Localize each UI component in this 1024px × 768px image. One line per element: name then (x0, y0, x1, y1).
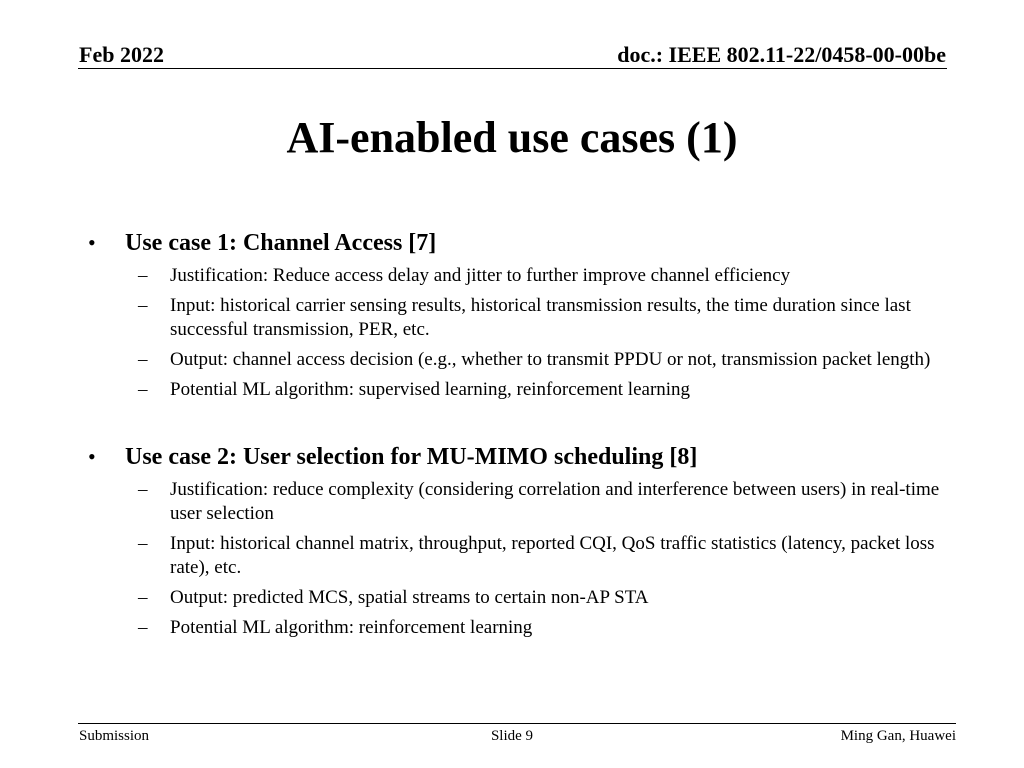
sub-list-use-case-1 (88, 264, 948, 402)
footer-divider (78, 723, 956, 724)
dash-icon: – (138, 265, 148, 286)
dash-icon: – (138, 479, 148, 500)
dash-icon: – (138, 295, 148, 316)
sub-item-text: Justification: Reduce access delay and jitter to further improve channel efficiency (170, 265, 791, 286)
header-divider (78, 68, 947, 69)
sub-item-text: Output: predicted MCS, spatial streams to certain non-AP STA (170, 587, 649, 608)
sub-item-text: Output: channel access decision (e.g., whether to transmit PPDU or not, transmission packet length) (170, 349, 931, 370)
dash-icon: – (138, 349, 148, 370)
sub-item-text: Potential ML algorithm: reinforcement learning (170, 617, 533, 638)
sub-item-text: Justification: reduce complexity (considering correlation and interference between users) in real-time user selection (170, 479, 940, 524)
sub-item (88, 616, 948, 640)
sub-item-text: Input: historical carrier sensing results, historical transmission results, the time duration since last successful transmission, PER, etc. (170, 295, 911, 340)
header-doc-id: doc.: IEEE 802.11-22/0458-00-00be (617, 42, 946, 67)
footer-submission: Submission (79, 728, 150, 744)
bullet-use-case-2 (88, 442, 948, 472)
sub-item (88, 478, 948, 526)
bullet-icon: • (88, 444, 96, 469)
bullet-use-case-1 (88, 228, 948, 258)
sub-item (88, 294, 948, 342)
sub-item (88, 378, 948, 402)
dash-icon: – (138, 533, 148, 554)
sub-item (88, 348, 948, 372)
sub-item (88, 532, 948, 580)
dash-icon: – (138, 587, 148, 608)
sub-item-text: Potential ML algorithm: supervised learning, reinforcement learning (170, 379, 691, 400)
sub-list-use-case-2 (88, 478, 948, 640)
footer-author: Ming Gan, Huawei (840, 728, 956, 744)
bullet-heading: Use case 1: Channel Access [7] (125, 230, 437, 256)
slide-content (88, 228, 948, 646)
slide-title: AI-enabled use cases (1) (286, 113, 738, 162)
header-date: Feb 2022 (79, 42, 164, 67)
dash-icon: – (138, 617, 148, 638)
sub-item-text: Input: historical channel matrix, throughput, reported CQI, QoS traffic statistics (latency, packet loss rate), etc. (170, 533, 935, 578)
dash-icon: – (138, 379, 148, 400)
sub-item (88, 586, 948, 610)
spacer (88, 408, 948, 442)
sub-item (88, 264, 948, 288)
bullet-heading: Use case 2: User selection for MU-MIMO scheduling [8] (125, 444, 698, 470)
footer-slide-number: Slide 9 (490, 728, 534, 744)
bullet-icon: • (88, 230, 96, 255)
